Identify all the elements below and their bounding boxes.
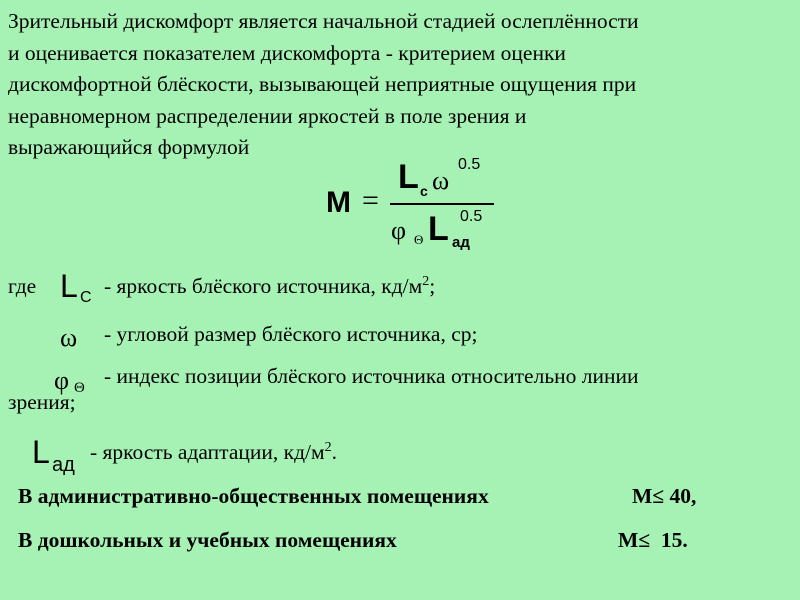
omega-symbol: ω xyxy=(60,323,78,352)
formula-num-exp: 0.5 xyxy=(458,156,481,173)
formula-lhs: M xyxy=(326,186,351,219)
norm-value-school: M≤ 15. xyxy=(618,528,688,552)
Lc-symbol: L xyxy=(60,268,78,304)
intro-line: неравномерном распределении яркостей в поле зрения и xyxy=(8,103,527,128)
formula-num-L: L xyxy=(398,158,419,196)
intro-line: выражающийся формулой xyxy=(8,135,250,159)
phi-symbol: φ xyxy=(54,366,70,395)
formula-den-L: L xyxy=(428,210,449,248)
formula-den-exp: 0.5 xyxy=(460,208,483,225)
formula-num-L-sub: c xyxy=(420,183,428,199)
norm-label-school: В дошкольных и учебных помещениях xyxy=(18,528,397,552)
where-label: где xyxy=(8,274,37,298)
Lc-sub: C xyxy=(80,289,92,306)
Lad-symbol: L xyxy=(32,434,50,470)
norm-value-admin: M≤ 40, xyxy=(632,484,697,508)
omega-definition: - угловой размер блёского источника, ср; xyxy=(104,322,478,346)
norm-label-admin: В административно-общественных помещениях xyxy=(18,484,489,508)
formula-equals: = xyxy=(362,184,379,217)
phi-definition-cont: зрения; xyxy=(8,390,76,414)
formula-num-omega: ω xyxy=(432,166,450,195)
phi-sub: Θ xyxy=(74,380,85,396)
formula-den-phi-sub: Θ xyxy=(414,232,424,247)
Lad-sub: ад xyxy=(52,454,75,476)
fraction-bar xyxy=(390,203,494,205)
phi-definition: - индекс позиции блёского источника относительно линии xyxy=(104,364,639,388)
formula-den-L-sub: ад xyxy=(452,234,470,251)
intro-line: дискомфортной блёскости, вызывающей неприятные ощущения при xyxy=(8,72,637,96)
intro-line: и оценивается показателем дискомфорта - критерием оценки xyxy=(8,40,566,65)
intro-line: Зрительный дискомфорт является начальной стадией ослеплённости xyxy=(8,9,639,33)
formula-den-phi: φ xyxy=(391,216,407,245)
Lc-definition: - яркость блёского источника, $кд/м^2$; xyxy=(104,274,436,298)
Lad-definition: - яркость адаптации, $кд/м^2$. xyxy=(90,440,337,464)
intro-paragraph xyxy=(8,6,793,164)
